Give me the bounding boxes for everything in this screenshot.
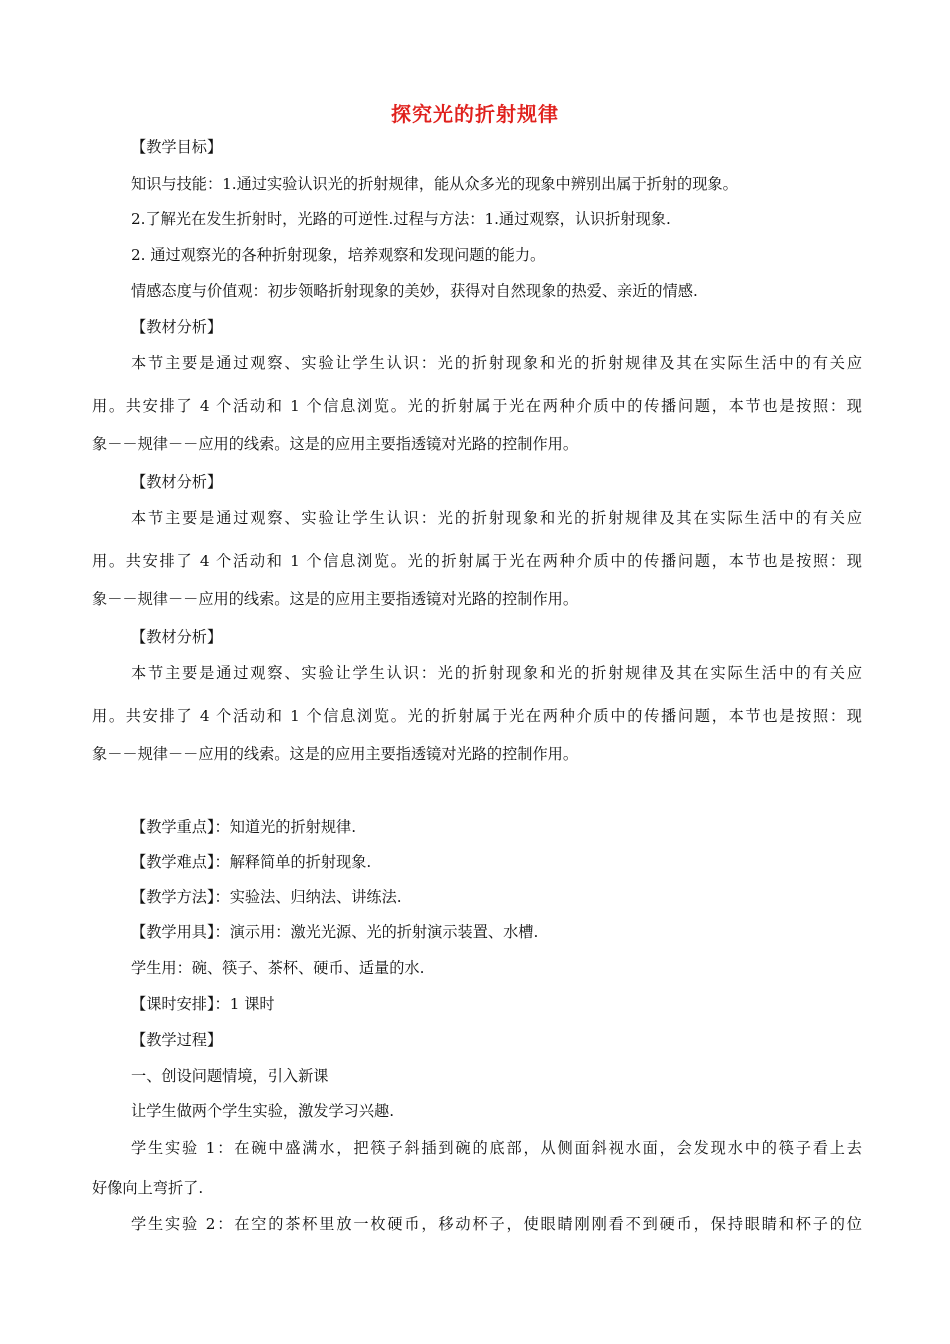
paragraph-line: 用。共安排了 4 个活动和 1 个信息浏览。光的折射属于光在两种介质中的传播问题，本节也是按照：现 (92, 707, 862, 725)
paragraph-line: 用。共安排了 4 个活动和 1 个信息浏览。光的折射属于光在两种介质中的传播问题，本节也是按照：现 (92, 552, 862, 570)
paragraph-line: 好像向上弯折了. (92, 1179, 204, 1197)
paragraph-line: 学生实验 1：在碗中盛满水，把筷子斜插到碗的底部，从侧面斜视水面，会发现水中的筷子看上去 (131, 1139, 862, 1157)
section-heading-process: 【教学过程】 (131, 1031, 223, 1049)
section-heading-difficulty: 【教学难点】：解释简单的折射现象. (131, 853, 372, 871)
section-heading-material-analysis: 【教材分析】 (131, 473, 223, 491)
section-heading-methods: 【教学方法】：实验法、归纳法、讲练法. (131, 888, 402, 906)
paragraph-line: 象－－规律－－应用的线索。这是的应用主要指透镜对光路的控制作用。 (92, 435, 578, 453)
paragraph-line: 情感态度与价值观：初步领略折射现象的美妙，获得对自然现象的热爱、亲近的情感. (131, 282, 698, 300)
section-heading-material-analysis: 【教材分析】 (131, 318, 223, 336)
section-heading-teaching-goals: 【教学目标】 (131, 138, 223, 156)
paragraph-line: 象－－规律－－应用的线索。这是的应用主要指透镜对光路的控制作用。 (92, 590, 578, 608)
paragraph-line: 学生用：碗、筷子、茶杯、硬币、适量的水. (131, 959, 425, 977)
page-title: 探究光的折射规律 (391, 102, 559, 126)
paragraph-line: 象－－规律－－应用的线索。这是的应用主要指透镜对光路的控制作用。 (92, 745, 578, 763)
paragraph-line: 用。共安排了 4 个活动和 1 个信息浏览。光的折射属于光在两种介质中的传播问题，本节也是按照：现 (92, 397, 862, 415)
section-heading-material-analysis: 【教材分析】 (131, 628, 223, 646)
paragraph-line: 一、创设问题情境，引入新课 (131, 1067, 329, 1085)
section-heading-tools: 【教学用具】：演示用：激光光源、光的折射演示装置、水槽. (131, 923, 539, 941)
paragraph-line: 本节主要是通过观察、实验让学生认识：光的折射现象和光的折射规律及其在实际生活中的有关应 (131, 509, 862, 527)
section-heading-schedule: 【课时安排】：1 课时 (131, 995, 275, 1013)
section-heading-key-point: 【教学重点】：知道光的折射规律. (131, 818, 357, 836)
paragraph-line: 知识与技能：1.通过实验认识光的折射规律，能从众多光的现象中辨别出属于折射的现象。 (131, 175, 738, 193)
paragraph-line: 学生实验 2：在空的茶杯里放一枚硬币，移动杯子，使眼睛刚刚看不到硬币，保持眼睛和杯子的位 (131, 1215, 862, 1233)
paragraph-line: 2.了解光在发生折射时，光路的可逆性.过程与方法：1.通过观察，认识折射现象. (131, 210, 671, 228)
paragraph-line: 本节主要是通过观察、实验让学生认识：光的折射现象和光的折射规律及其在实际生活中的有关应 (131, 354, 862, 372)
paragraph-line: 2. 通过观察光的各种折射现象，培养观察和发现问题的能力。 (131, 246, 546, 264)
paragraph-line: 本节主要是通过观察、实验让学生认识：光的折射现象和光的折射规律及其在实际生活中的有关应 (131, 664, 862, 682)
paragraph-line: 让学生做两个学生实验，激发学习兴趣. (131, 1102, 395, 1120)
